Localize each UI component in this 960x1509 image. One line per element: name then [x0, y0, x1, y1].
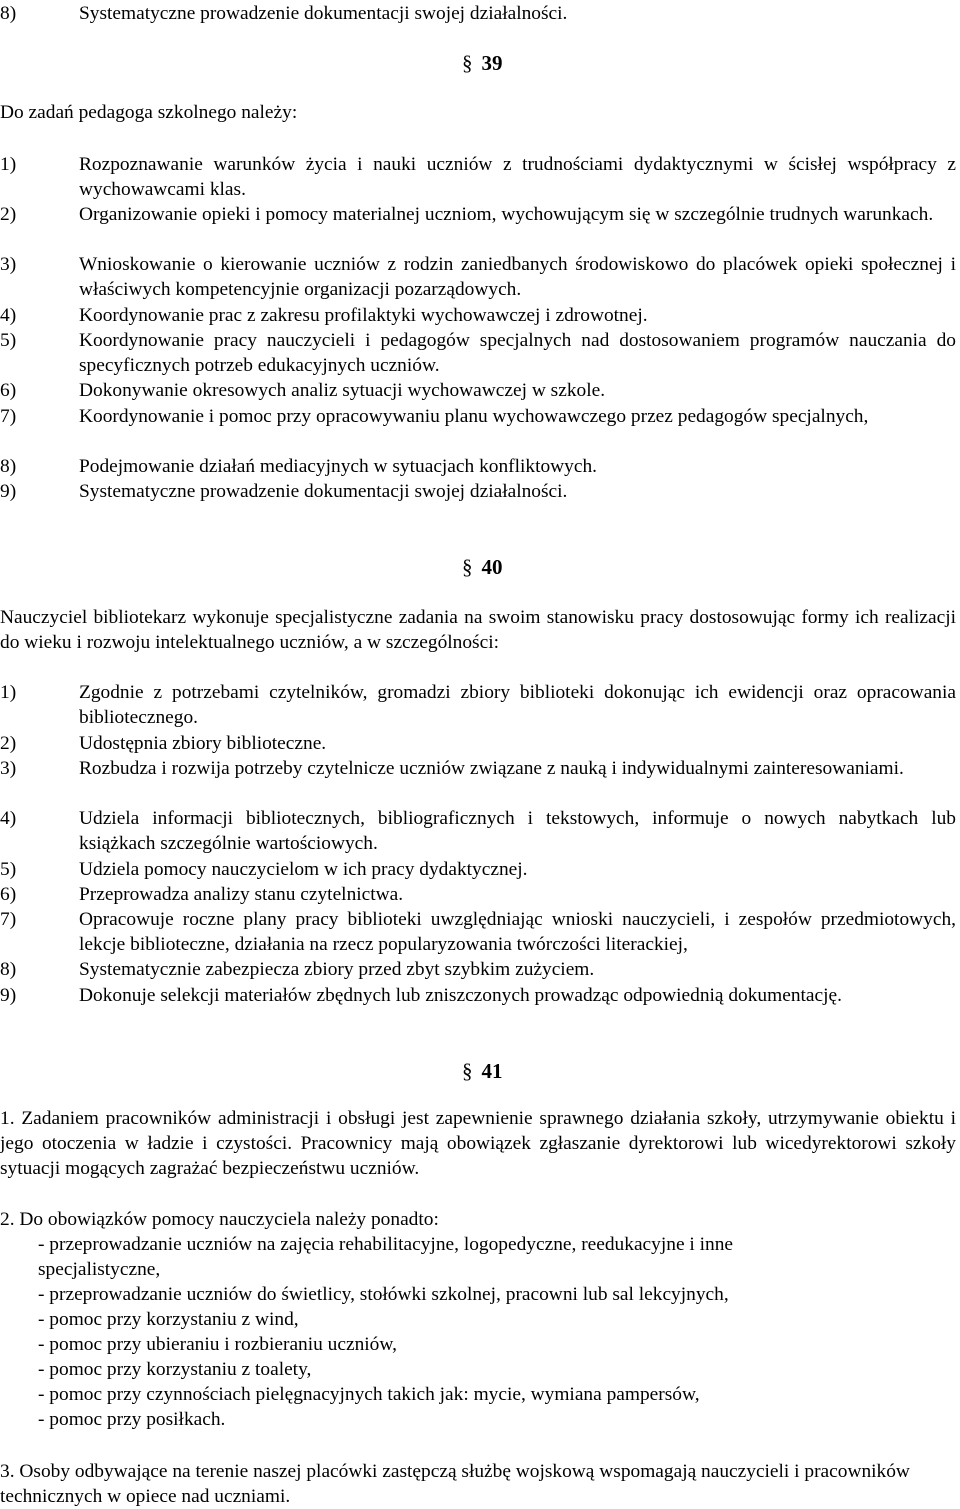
list-item-text: Rozbudza i rozwija potrzeby czytelnicze uczniów związane z nauką i indywidualnymi zainteresowaniami.: [79, 758, 904, 779]
list-item-text: Wnioskowanie o kierowanie uczniów z rodzin zaniedbanych środowiskowo do placówek opieki społecznej i właściwych kompetencyjnie organizacji pozarządowych.: [79, 254, 956, 300]
list-item: [0, 756, 956, 781]
list-item-text: Zgodnie z potrzebami czytelników, gromadzi zbiory biblioteki dokonując ich ewidencji oraz opracowania bibliotecznego.: [79, 682, 956, 728]
list-item-number: 9): [0, 985, 17, 1006]
list-item-number: 7): [0, 909, 17, 930]
list-item-text: Udostępnia zbiory biblioteczne.: [79, 733, 327, 754]
section-intro: Nauczyciel bibliotekarz wykonuje specjalistyczne zadania na swoim stanowisku pracy dostosowując formy ich realizacji do wieku i rozwoju intelektualnego uczniów, a w szczególności:: [0, 607, 956, 653]
list-item-text: Systematyczne prowadzenie dokumentacji swojej działalności.: [79, 3, 568, 24]
list-item: [0, 957, 956, 982]
paragraph-3: 3. Osoby odbywające na terenie naszej placówki zastępczą służbę wojskową wspomagają nauczycieli i pracowników technicznych w opiece nad uczniami.: [0, 1461, 910, 1507]
section-number: 41: [481, 1059, 503, 1083]
list-item-text: Koordynowanie i pomoc przy opracowywaniu planu wychowawczego przez pedagogów specjalnych,: [79, 406, 869, 427]
section-number: 40: [481, 555, 503, 579]
list-item-text: Opracowuje roczne plany pracy biblioteki uwzględniając wnioski nauczycieli, i zespołów przedmiotowych, lekcje biblioteczne, działania na rzecz popularyzowania twórczości literackiej,: [79, 909, 956, 955]
list-item-text: Koordynowanie prac z zakresu profilaktyki wychowawczej i zdrowotnej.: [79, 305, 648, 326]
list-item-text: Przeprowadza analizy stanu czytelnictwa.: [79, 884, 404, 905]
list-item: [0, 152, 956, 202]
paragraph-2-intro: 2. Do obowiązków pomocy nauczyciela należy ponadto:: [0, 1209, 439, 1230]
list-item: [0, 479, 956, 504]
duty-item: - pomoc przy korzystaniu z wind,: [38, 1309, 299, 1330]
duty-item: - pomoc przy posiłkach.: [38, 1409, 226, 1430]
list-item: [0, 1, 956, 26]
duty-item: - przeprowadzanie uczniów do świetlicy, stołówki szkolnej, pracowni lub sal lekcyjnych,: [38, 1284, 729, 1305]
list-item-number: 6): [0, 884, 17, 905]
list-item-number: 6): [0, 380, 17, 401]
list-item-number: 4): [0, 808, 17, 829]
list-item: [0, 983, 956, 1008]
list-item: [0, 882, 956, 907]
list-item-number: 2): [0, 733, 17, 754]
list-item: [0, 328, 956, 378]
list-item: [0, 731, 956, 756]
list-item-number: 7): [0, 406, 17, 427]
section-intro: Do zadań pedagoga szkolnego należy:: [0, 102, 298, 123]
section-heading-39: [462, 51, 503, 76]
list-item: [0, 806, 956, 856]
paragraph-sign: §: [462, 51, 473, 75]
list-item-number: 1): [0, 682, 17, 703]
list-item-text: Systematycznie zabezpiecza zbiory przed zbyt szybkim zużyciem.: [79, 959, 595, 980]
list-item-number: 8): [0, 959, 17, 980]
list-item-number: 4): [0, 305, 17, 326]
list-item: [0, 454, 956, 479]
duty-item: - pomoc przy czynnościach pielęgnacyjnych takich jak: mycie, wymiana pampersów,: [38, 1384, 700, 1405]
list-item-text: Udziela informacji bibliotecznych, bibliograficznych i tekstowych, informuje o nowych nabytkach lub książkach szczególnie wartościowych.: [79, 808, 956, 854]
section-heading-40: [462, 555, 503, 580]
list-item-text: Dokonuje selekcji materiałów zbędnych lub zniszczonych prowadząc odpowiednią dokumentację.: [79, 985, 842, 1006]
list-item: [0, 378, 956, 403]
duty-item: specjalistyczne,: [38, 1259, 161, 1280]
list-item: [0, 907, 956, 957]
list-item-text: Systematyczne prowadzenie dokumentacji swojej działalności.: [79, 481, 568, 502]
duty-item: - przeprowadzanie uczniów na zajęcia rehabilitacyjne, logopedyczne, reedukacyjne i inne: [38, 1234, 734, 1255]
list-item: [0, 680, 956, 730]
duty-item: - pomoc przy ubieraniu i rozbieraniu uczniów,: [38, 1334, 397, 1355]
list-item-number: 5): [0, 330, 17, 351]
list-item-number: 8): [0, 3, 17, 24]
list-item-text: Udziela pomocy nauczycielom w ich pracy dydaktycznej.: [79, 859, 528, 880]
list-item-number: 2): [0, 204, 17, 225]
section-heading-41: [462, 1059, 503, 1084]
list-item-text: Koordynowanie pracy nauczycieli i pedagogów specjalnych nad dostosowaniem programów nauczania do specyficznych potrzeb edukacyjnych uczniów.: [79, 330, 956, 376]
list-item: [0, 252, 956, 302]
paragraph-sign: §: [462, 555, 473, 579]
paragraph-1: 1. Zadaniem pracowników administracji i obsługi jest zapewnienie sprawnego działania szkoły, utrzymywanie obiektu i jego otoczenia w ładzie i czystości. Pracownicy mają obowiązek zgłaszanie dyrektorowi lub wicedyrektorowi szkoły sytuacji mogących zagrażać bezpieczeństwu uczniów.: [0, 1108, 956, 1179]
list-item-text: Rozpoznawanie warunków życia i nauki uczniów z trudnościami dydaktycznymi w ścisłej współpracy z wychowawcami klas.: [79, 154, 956, 200]
section-number: 39: [481, 51, 503, 75]
list-item: [0, 303, 956, 328]
list-item-number: 5): [0, 859, 17, 880]
list-item: [0, 404, 956, 429]
list-item-number: 3): [0, 254, 17, 275]
duty-item: - pomoc przy korzystaniu z toalety,: [38, 1359, 312, 1380]
list-item-number: 8): [0, 456, 17, 477]
list-item: [0, 202, 956, 227]
paragraph-sign: §: [462, 1059, 473, 1083]
list-item-number: 3): [0, 758, 17, 779]
list-item-text: Organizowanie opieki i pomocy materialnej uczniom, wychowującym się w szczególnie trudnych warunkach.: [79, 204, 934, 225]
list-item-text: Podejmowanie działań mediacyjnych w sytuacjach konfliktowych.: [79, 456, 598, 477]
list-item: [0, 857, 956, 882]
list-item-text: Dokonywanie okresowych analiz sytuacji wychowawczej w szkole.: [79, 380, 606, 401]
list-item-number: 1): [0, 154, 17, 175]
list-item-number: 9): [0, 481, 17, 502]
